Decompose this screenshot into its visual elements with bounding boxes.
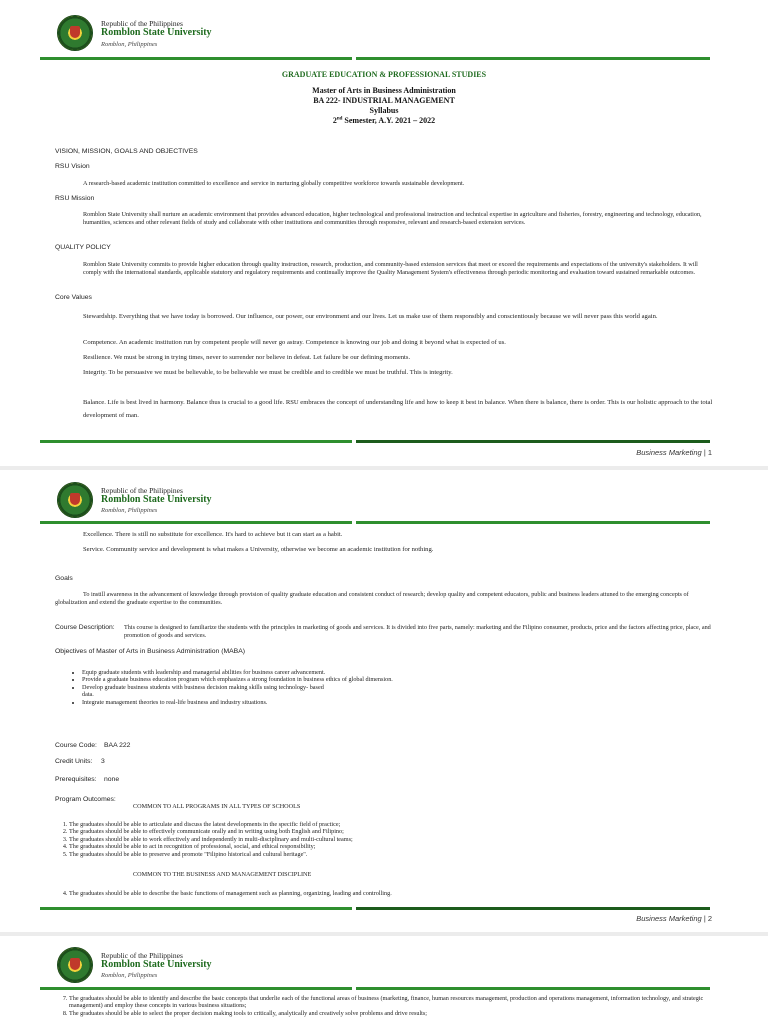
footer-rule-right bbox=[356, 907, 710, 910]
common-outcomes-list bbox=[55, 821, 629, 858]
objectives-heading: Objectives of Master of Arts in Business Administration (MABA) bbox=[55, 648, 246, 655]
goals-heading: Goals bbox=[55, 575, 73, 582]
list-item: 2. The graduates should be able to effectively communicate orally and in writing using both English and Filipino; bbox=[69, 828, 629, 835]
mission-text: Romblon State University shall nurture an academic environment that provides advanced education, higher technological and professional instruction and technical expertise in agriculture and fisheries, forestry, engineering and technology, education, humanities, sciences and other relevant fields of study and collaborate with other institutions and communities through responsive, relevant and research-based extension services. bbox=[83, 211, 702, 226]
stewardship-text: Stewardship. Everything that we have today is borrowed. Our influence, our power, our environment and our lives. Let us make use of them responsibly and conscientiously because we will never pass this world again. bbox=[83, 313, 658, 320]
prerequisites-value: none bbox=[104, 776, 120, 783]
semester-line: 2nd Semester, A.Y. 2021 – 2022 bbox=[332, 116, 436, 125]
page-separator bbox=[0, 932, 768, 936]
header-rule-right bbox=[356, 57, 710, 60]
integrity-text: Integrity. To be persuasive we must be believable, to be believable we must be credible and to credible we must be truthful. This is integrity. bbox=[83, 369, 453, 376]
header-university: Romblon State University bbox=[101, 27, 212, 38]
header-republic: Republic of the Philippines bbox=[101, 19, 183, 28]
balance-text: Balance. Life is best lived in harmony. Balance thus is crucial to a good life. RSU embraces the concept of understanding life and how to keep it best in balance. When there is balance, there is order. This is our holistic approach to the total development of man. bbox=[83, 399, 713, 419]
header-rule-right bbox=[356, 987, 710, 990]
common-programs-heading: COMMON TO ALL PROGRAMS IN ALL TYPES OF SCHOOLS bbox=[133, 803, 301, 810]
list-item: 8. The graduates should be able to select the proper decision making tools to critically, analytically and creatively solve problems and drive results; bbox=[69, 1010, 729, 1017]
list-item: 4. The graduates should be able to describe the basic functions of management such as planning, organizing, leading and controlling. bbox=[69, 890, 629, 897]
footer-rule-left bbox=[40, 907, 352, 910]
list-item: • Integrate management theories to real-life business and industry situations. bbox=[82, 699, 502, 706]
university-seal-icon bbox=[57, 15, 93, 51]
list-item: 1. The graduates should be able to articulate and discuss the latest developments in the specific field of practice; bbox=[69, 821, 629, 828]
service-text: Service. Community service and development is what makes a University, otherwise we become an academic institution for nothing. bbox=[83, 546, 434, 553]
vmgo-heading: VISION, MISSION, GOALS AND OBJECTIVES bbox=[55, 148, 198, 155]
list-item: 4. The graduates should be able to act in recognition of professional, social, and ethical responsibility; bbox=[69, 843, 629, 850]
university-seal-icon bbox=[57, 482, 93, 518]
header-location: Romblon, Philippines bbox=[101, 507, 158, 514]
course-description-label: Course Description: bbox=[55, 624, 115, 631]
header-republic: Republic of the Philippines bbox=[101, 951, 183, 960]
doc-type: Syllabus bbox=[369, 106, 399, 115]
goals-text: To instill awareness in the advancement of knowledge through provision of quality graduate education and consistent conduct of research; develop quality and competent educators, public and business leaders attuned to the emerging concepts of globalization and extend the graduate expertise to the communities. bbox=[55, 591, 689, 606]
course-description-text: This course is designed to familiarize the students with the principles in marketing of goods and services. It is divided into five parts, namely: marketing and the Filipino consumer, products, price and the factors affecting price, place, and promotion of goods and services. bbox=[124, 624, 711, 639]
header-location: Romblon, Philippines bbox=[101, 41, 158, 48]
course-code-value: BAA 222 bbox=[104, 742, 131, 749]
header-rule-right bbox=[356, 521, 710, 524]
header-rule-left bbox=[40, 57, 352, 60]
quality-text: Romblon State University commits to provide higher education through quality instruction, research, production, and community-based extension services that meet or exceed the requirements and expectations of the university's stakeholders. It will comply with the international standards, applicable statutory and regulatory requirements and continually improve the Quality Management System's effectiveness through periodic monitoring and evaluation toward sustained remarkable outcomes. bbox=[83, 261, 698, 276]
excellence-text: Excellence. There is still no substitute for excellence. It's hard to achieve but it can start as a habit. bbox=[83, 531, 343, 538]
list-item: • Provide a graduate business education program which emphasizes a strong foundation in business ethics of global dimension. bbox=[82, 676, 502, 683]
program-outcomes-label: Program Outcomes: bbox=[55, 796, 116, 803]
header-location: Romblon, Philippines bbox=[101, 972, 158, 979]
list-item: • Equip graduate students with leadership and managerial abilities for business career advancement. bbox=[82, 669, 502, 676]
page-separator bbox=[0, 466, 768, 470]
resilience-text: Resilience. We must be strong in trying times, never to surrender nor believe in defeat. Let failure be our defining moments. bbox=[83, 354, 411, 361]
course-code-label: Course Code: bbox=[55, 742, 97, 749]
university-seal-icon bbox=[57, 947, 93, 983]
objectives-list bbox=[70, 669, 502, 706]
vision-heading: RSU Vision bbox=[55, 163, 90, 170]
course-title: BA 222- INDUSTRIAL MANAGEMENT bbox=[313, 96, 455, 105]
page-footer: Business Marketing | 1 bbox=[636, 448, 712, 457]
page-footer: Business Marketing | 2 bbox=[636, 914, 712, 923]
header-university: Romblon State University bbox=[101, 494, 212, 505]
header-university: Romblon State University bbox=[101, 959, 212, 970]
business-outcomes-list bbox=[55, 890, 629, 897]
footer-rule-right bbox=[356, 440, 710, 443]
list-item: • Develop graduate business students with business decision making skills using technology- based data. bbox=[82, 684, 332, 699]
business-discipline-heading: COMMON TO THE BUSINESS AND MANAGEMENT DISCIPLINE bbox=[133, 871, 312, 878]
header-rule-left bbox=[40, 521, 352, 524]
competence-text: Competence. An academic institution run by competent people will never go astray. Competence is knowing our job and doing it beyond what is expected of us. bbox=[83, 339, 506, 346]
vision-text: A research-based academic institution committed to excellence and service in nurturing globally competitive workforce towards sustainable development. bbox=[83, 180, 465, 187]
list-item: 7. The graduates should be able to identify and describe the basic concepts that underlie each of the functional areas of business (marketing, finance, human resources management, production and operations management, information technology, and strategic management) and employ these concepts in various business situations; bbox=[69, 995, 729, 1010]
footer-rule-left bbox=[40, 440, 352, 443]
mission-heading: RSU Mission bbox=[55, 195, 95, 202]
list-item: 5. The graduates should be able to preserve and promote "Filipino historical and cultural heritage". bbox=[69, 851, 629, 858]
business-outcomes-list-continued bbox=[55, 995, 729, 1017]
quality-heading: QUALITY POLICY bbox=[55, 244, 111, 251]
prerequisites-label: Prerequisites: bbox=[55, 776, 97, 783]
list-item: 3. The graduates should be able to work effectively and independently in multi-disciplinary and multi-cultural teams; bbox=[69, 836, 629, 843]
department-title: GRADUATE EDUCATION & PROFESSIONAL STUDIES bbox=[281, 70, 487, 79]
core-values-heading: Core Values bbox=[55, 294, 92, 301]
header-republic: Republic of the Philippines bbox=[101, 486, 183, 495]
program-title: Master of Arts in Business Administration bbox=[312, 86, 456, 95]
header-rule-left bbox=[40, 987, 352, 990]
credit-units-value: 3 bbox=[101, 758, 105, 765]
credit-units-label: Credit Units: bbox=[55, 758, 93, 765]
